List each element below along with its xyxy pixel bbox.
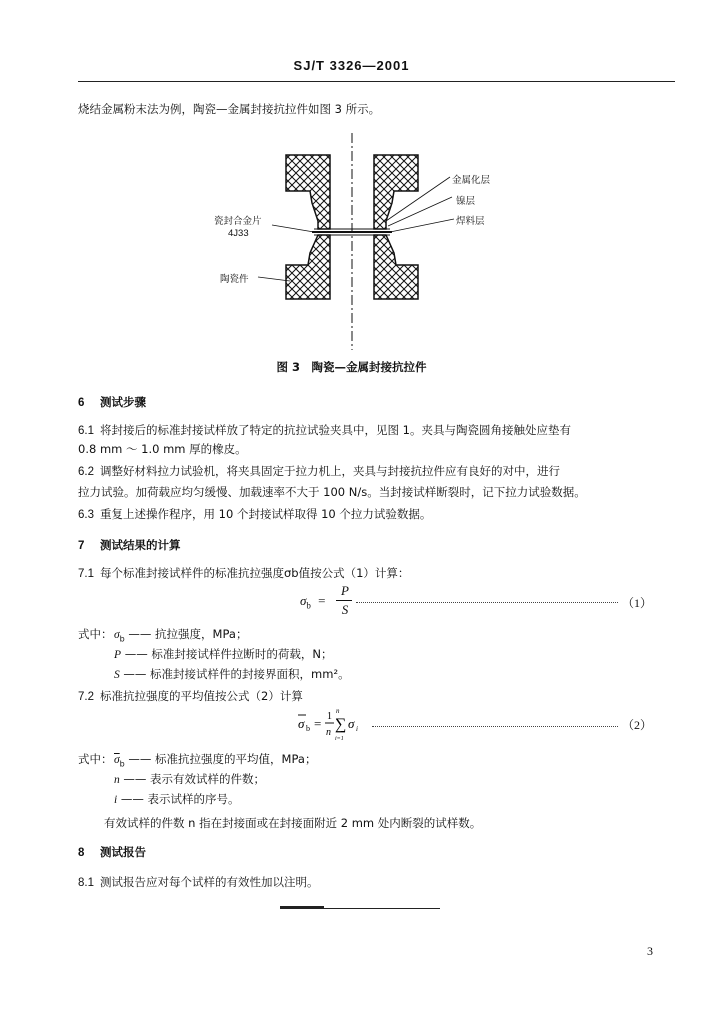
svg-text:σ: σ [298,716,305,731]
equation-number-2: （2） [622,718,653,732]
clause-number: 7.2 [78,691,94,703]
formula-1-lhs-sub: b [306,600,311,611]
svg-text:1: 1 [327,711,332,722]
section-title: 测试报告 [100,845,146,859]
section-number: 6 [78,397,85,409]
ceramic-lower-right [374,235,418,299]
label-nickel-layer: 镍层 [456,196,476,207]
clause-6-3 [78,506,431,523]
definition-sigma-b-mean: $\overline{\sigma}_b$ —— 标准抗拉强度的平均值，MPa； [114,752,317,769]
clause-text: 标准抗拉强度的平均值按公式（2）计算 [100,689,303,703]
svg-text:∑: ∑ [335,716,347,733]
formula-1-lhs: σ [300,593,307,608]
header-rule [78,81,675,82]
clause-text: 重复上述操作程序，用 10 个封接试样取得 10 个拉力试验数据。 [100,507,432,521]
clause-6-2-line-1 [78,463,560,480]
clause-number: 7.1 [78,568,94,580]
section-title: 测试步骤 [100,395,146,409]
clause-6-1-line-2: 0.8 mm ～ 1.0 mm 厚的橡皮。 [78,442,247,456]
formula-1: $\sigma_b$ = [300,593,326,611]
equation-number-1: （1） [622,596,653,610]
definition-sigma-b: $\sigma_b$ —— 抗拉强度，MPa； [114,627,248,644]
svg-text:i=1: i=1 [335,736,344,742]
section-title: 测试结果的计算 [100,538,181,552]
end-rule-thick [280,906,324,908]
where-label-2: 式中： [78,752,113,766]
where-label-1: 式中： [78,627,113,641]
section-7-heading [78,537,181,553]
section-number: 8 [78,847,85,859]
clause-text: 每个标准封接试样件的标准抗拉强度σb值按公式（1）计算： [100,566,410,580]
formula-1-leader-dots [356,602,618,603]
leader-ceramic [258,277,290,281]
label-alloy-grade: 4J33 [228,228,249,239]
formula-2 [296,704,386,746]
label-metallized-layer: 金属化层 [452,175,491,186]
figure-3-drawing [200,125,520,355]
svg-text:n: n [326,727,331,738]
clause-6-1-line-1 [78,422,571,439]
definition-p: P —— 标准封接试样件拉断时的荷载，N； [114,647,333,661]
svg-text:n: n [336,707,340,715]
clause-number: 6.1 [78,425,94,437]
definition-s: S —— 标准封接试样件的封接界面积，mm²。 [114,667,350,681]
ceramic-upper-left [286,155,330,229]
label-sealing-alloy-piece: 瓷封合金片 [214,216,262,227]
formula-2-leader-dots [372,726,618,727]
page-number: 3 [647,944,653,958]
svg-text:=: = [314,716,322,731]
label-solder-layer: 焊料层 [456,216,485,227]
figure-caption: 图 3 陶瓷—金属封接抗拉件 [276,360,427,374]
intro-text: 烧结金属粉末法为例，陶瓷—金属封接抗拉件如图 3 所示。 [78,102,381,116]
clause-text: 将封接后的标准封接试样放了特定的抗拉试验夹具中，见图 1。夹具与陶瓷圆角接触处应垫有 [100,423,571,437]
clause-7-2 [78,688,303,705]
clause-number: 6.3 [78,509,94,521]
ceramic-lower-left [286,235,330,299]
ceramic-upper-right [374,155,418,229]
clause-7-1 [78,565,409,582]
svg-text:σ: σ [348,716,355,731]
section-number: 7 [78,540,85,552]
section-8-heading [78,844,146,860]
valid-sample-note: 有效试样的件数 n 指在封接面或在封接面附近 2 mm 处内断裂的试样数。 [104,816,482,830]
end-rule [280,908,440,909]
definition-i: i —— 表示试样的序号。 [114,792,240,806]
formula-1-fraction-bar [336,600,352,601]
definition-n: n —— 表示有效试样的件数； [114,772,266,786]
section-6-heading [78,394,146,410]
svg-text:b: b [306,724,310,733]
standard-code: SJ/T 3326—2001 [293,58,410,73]
leader-sealing-piece [272,225,314,232]
clause-8-1 [78,874,319,891]
clause-6-2-line-2: 拉力试验。加荷载应均匀缓慢、加载速率不大于 100 N/s。当封接试样断裂时，记下拉力试验数据。 [78,485,586,499]
formula-1-numerator: P [341,583,349,598]
clause-text: 测试报告应对每个试样的有效性加以注明。 [100,875,319,889]
clause-number: 6.2 [78,466,94,478]
label-ceramic-piece: 陶瓷件 [220,274,249,285]
clause-number: 8.1 [78,877,94,889]
svg-text:i: i [356,725,358,733]
formula-1-denominator: S [341,602,349,617]
clause-text: 调整好材料拉力试验机，将夹具固定于拉力机上，夹具与封接抗拉件应有良好的对中，进行 [100,464,560,478]
